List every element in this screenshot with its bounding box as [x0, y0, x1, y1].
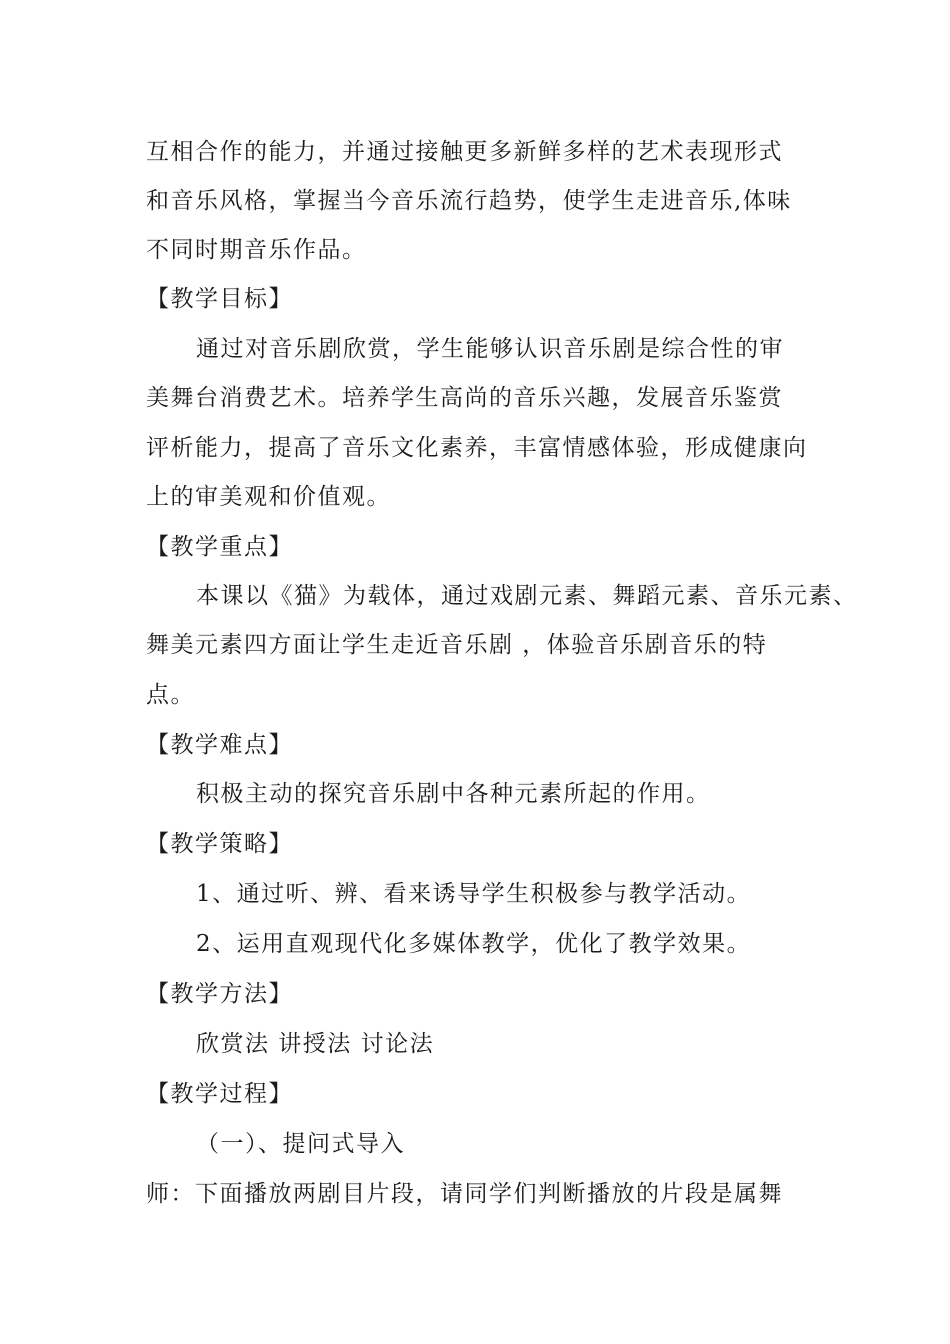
- paragraph-line: 上的审美观和价值观。: [146, 484, 391, 510]
- paragraph-line: 师：下面播放两剧目片段，请同学们判断播放的片段是属舞: [146, 1181, 783, 1207]
- section-heading-process: 【教学过程】: [146, 1081, 293, 1107]
- paragraph-line: 美舞台消费艺术。培养学生高尚的音乐兴趣，发展音乐鉴赏: [146, 385, 783, 411]
- section-heading-difficulty: 【教学难点】: [146, 732, 293, 758]
- paragraph-line: 和音乐风格，掌握当今音乐流行趋势，使学生走进音乐,体味: [146, 188, 792, 214]
- section-heading-key: 【教学重点】: [146, 534, 293, 560]
- paragraph-line: 不同时期音乐作品。: [146, 237, 367, 263]
- paragraph-line: 互相合作的能力，并通过接触更多新鲜多样的艺术表现形式: [146, 139, 783, 165]
- paragraph-line: 欣赏法 讲授法 讨论法: [196, 1031, 435, 1057]
- paragraph-line: 点。: [146, 682, 195, 708]
- paragraph-line: 舞美元素四方面让学生走近音乐剧 ，体验音乐剧音乐的特: [146, 632, 768, 658]
- section-heading-goal: 【教学目标】: [146, 286, 293, 312]
- list-item: 1、通过听、辨、看来诱导学生积极参与教学活动。: [196, 881, 752, 907]
- paragraph-line: 积极主动的探究音乐剧中各种元素所起的作用。: [196, 781, 711, 807]
- paragraph-line: 评析能力，提高了音乐文化素养，丰富情感体验，形成健康向: [146, 435, 808, 461]
- paragraph-line: 本课以《猫》为载体，通过戏剧元素、舞蹈元素、音乐元素、: [196, 583, 858, 609]
- list-item: 2、运用直观现代化多媒体教学，优化了教学效果。: [196, 931, 752, 957]
- section-heading-strategy: 【教学策略】: [146, 831, 293, 857]
- subsection-heading: （一）、提问式导入: [196, 1131, 405, 1157]
- paragraph-line: 通过对音乐剧欣赏，学生能够认识音乐剧是综合性的审: [196, 336, 784, 362]
- section-heading-method: 【教学方法】: [146, 981, 293, 1007]
